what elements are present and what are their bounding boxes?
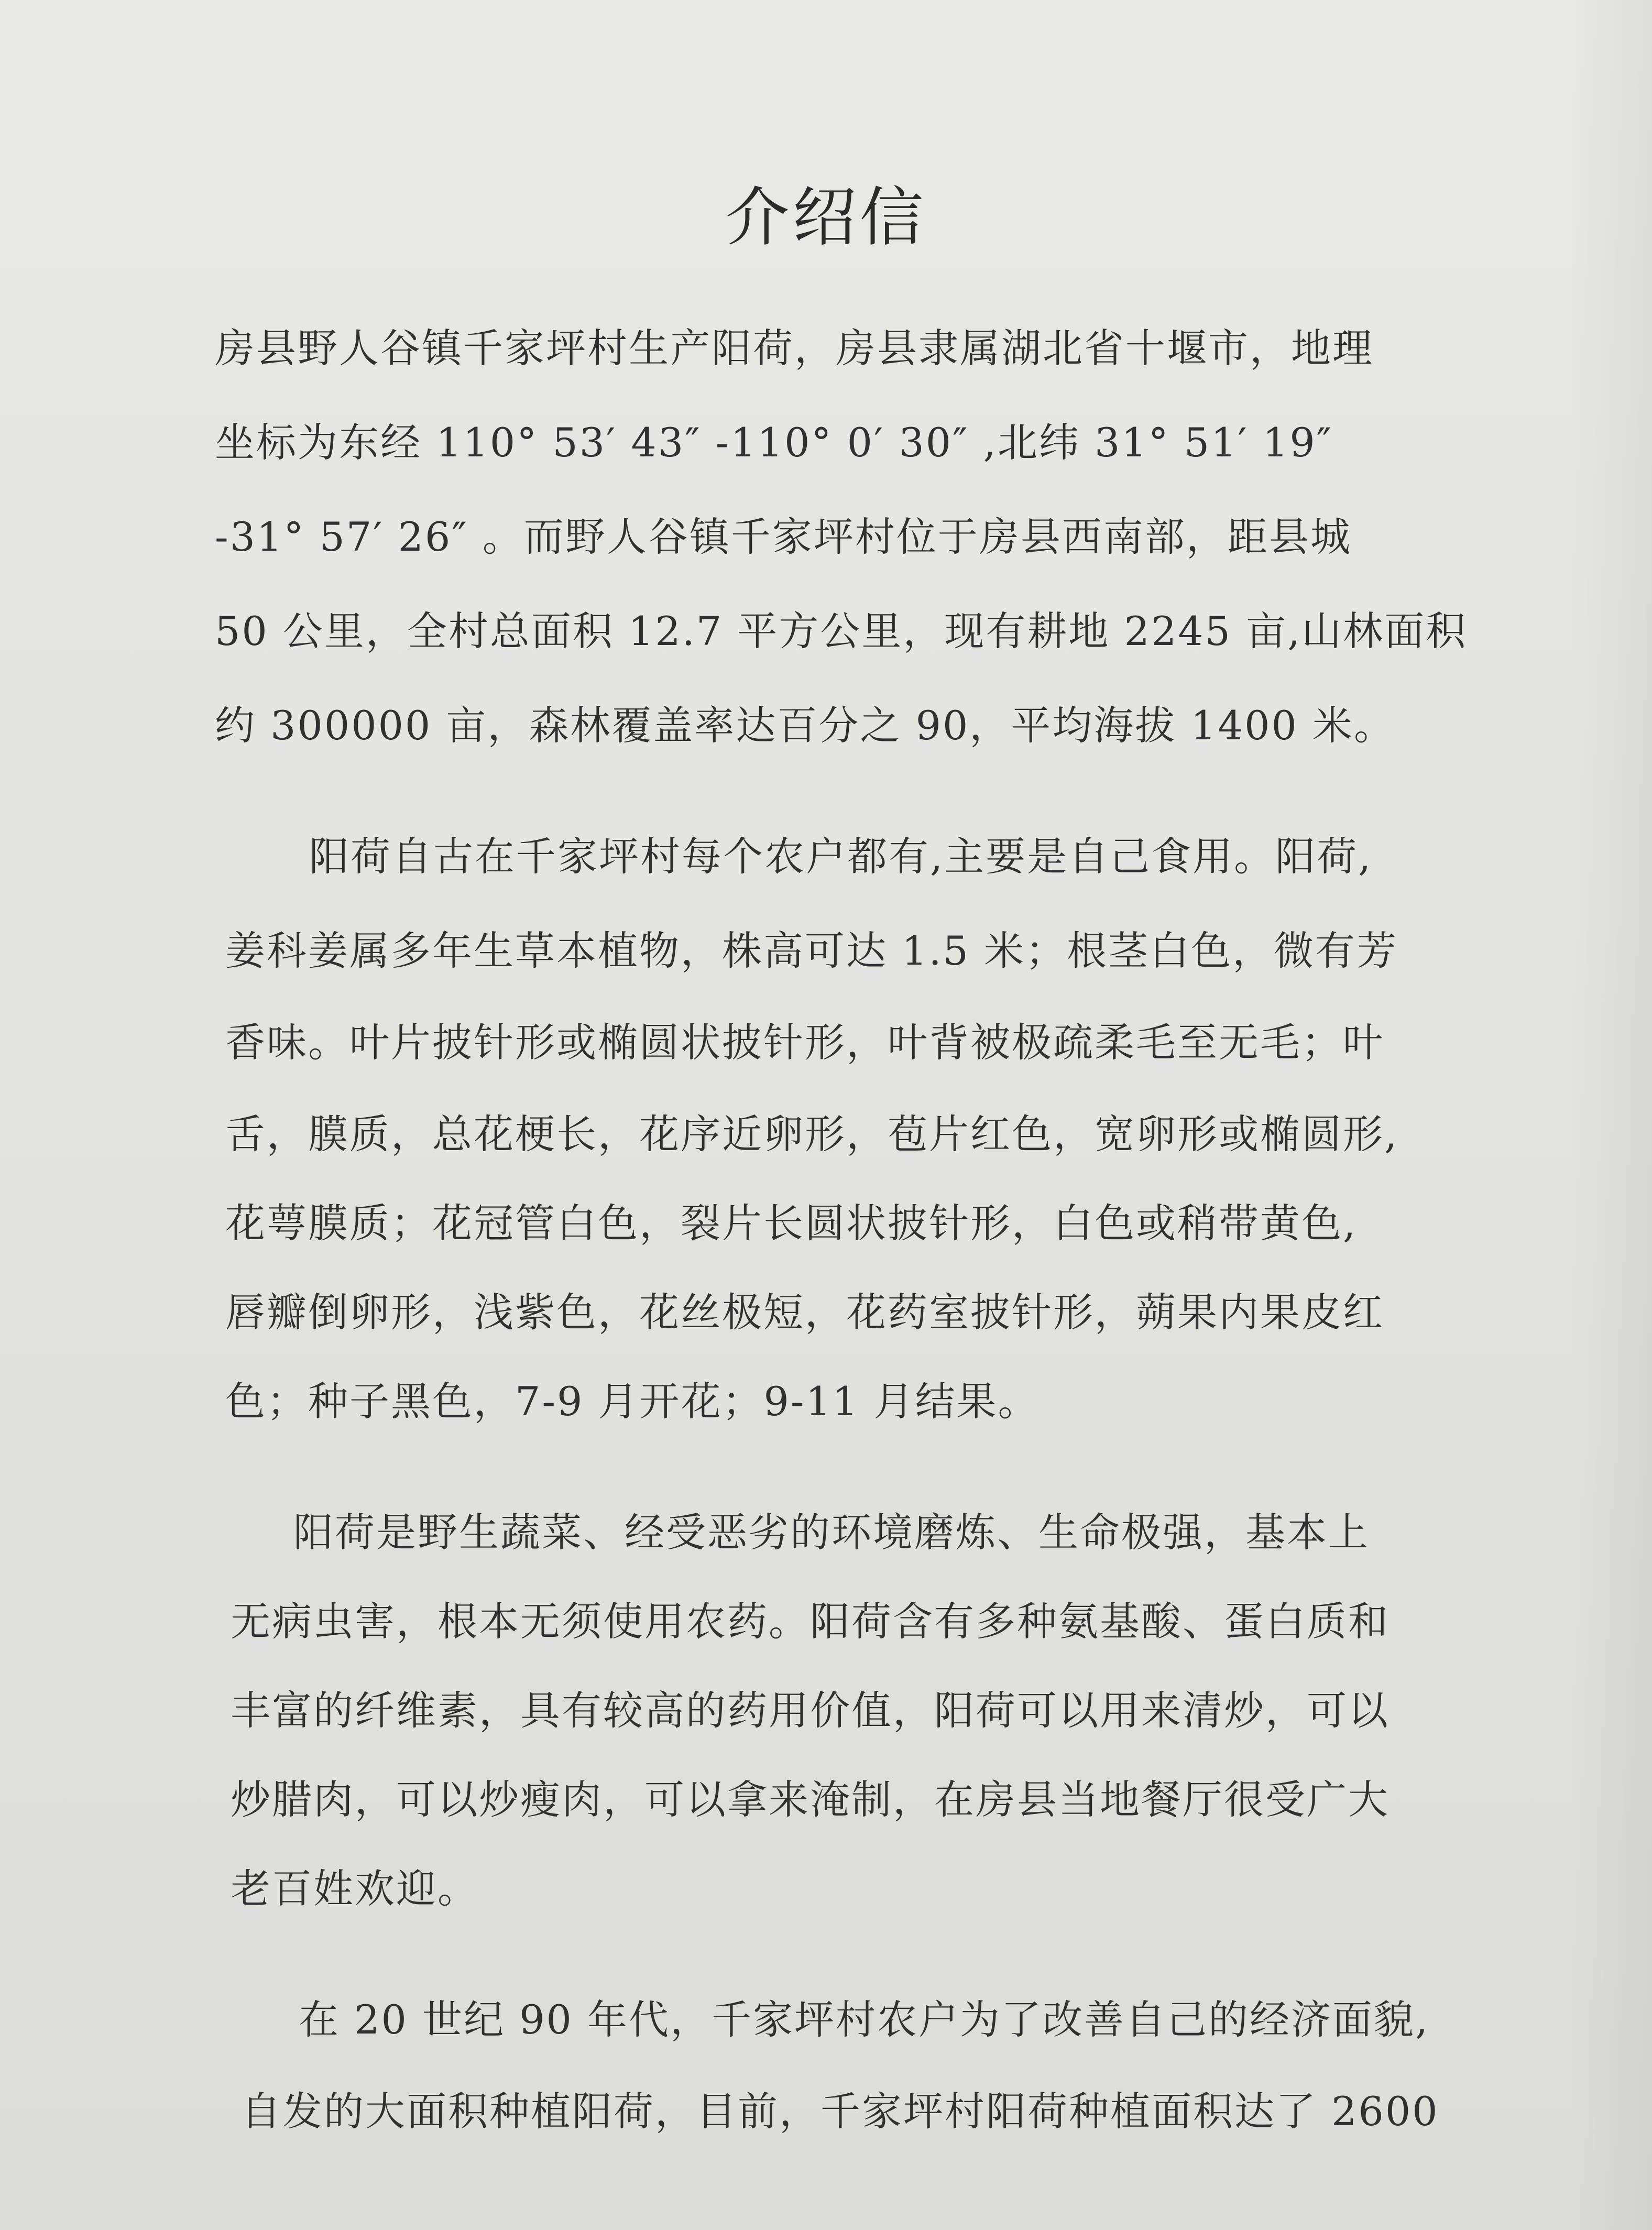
paragraph-3-line-5: 老百姓欢迎。 [231, 1865, 479, 1912]
paragraph-3-line-3: 丰富的纤维素，具有较高的药用价值，阳荷可以用来清炒，可以 [231, 1687, 1390, 1734]
paragraph-1-line-2: 坐标为东经 110° 53′ 43″ -110° 0′ 30″ ,北纬 31° 51′ 19″ [215, 419, 1333, 466]
paragraph-3-line-4: 炒腊肉，可以炒瘦肉，可以拿来淹制，在房县当地餐厅很受广大 [231, 1776, 1390, 1823]
paragraph-3-line-2: 无病虫害，根本无须使用农药。阳荷含有多种氨基酸、蛋白质和 [231, 1598, 1390, 1645]
letter-title: 介绍信 [725, 180, 927, 255]
paragraph-4-line-1: 在 20 世纪 90 年代，千家坪村农户为了改善自己的经济面貌, [299, 1996, 1430, 2043]
paragraph-2-line-4: 舌，膜质，总花梗长，花序近卵形，苞片红色，宽卵形或椭圆形, [225, 1111, 1399, 1157]
paragraph-1-line-5: 约 300000 亩，森林覆盖率达百分之 90，平均海拔 1400 米。 [215, 702, 1396, 749]
paragraph-2-line-6: 唇瓣倒卵形，浅紫色，花丝极短，花药室披针形，蒴果内果皮红 [225, 1289, 1384, 1336]
paragraph-2-line-7: 色；种子黑色，7-9 月开花；9-11 月结果。 [225, 1378, 1040, 1425]
paragraph-4-line-2: 自发的大面积种植阳荷，目前，千家坪村阳荷种植面积达了 2600 [241, 2088, 1439, 2135]
paragraph-2-line-3: 香味。叶片披针形或椭圆状披针形，叶背被极疏柔毛至无毛；叶 [225, 1019, 1384, 1066]
paragraph-2-line-2: 姜科姜属多年生草本植物，株高可达 1.5 米；根茎白色，微有芳 [225, 927, 1398, 974]
page-edge-shadow [1568, 0, 1652, 2230]
paragraph-1-line-3: -31° 57′ 26″ 。而野人谷镇千家坪村位于房县西南部，距县城 [215, 513, 1352, 560]
paragraph-1-line-4: 50 公里，全村总面积 12.7 平方公里，现有耕地 2245 亩,山林面积 [215, 608, 1468, 654]
paragraph-2-line-1: 阳荷自古在千家坪村每个农户都有,主要是自己食用。阳荷, [309, 833, 1373, 880]
paragraph-2-line-5: 花萼膜质；花冠管白色，裂片长圆状披针形，白色或稍带黄色, [225, 1200, 1358, 1247]
paragraph-3-line-1: 阳荷是野生蔬菜、经受恶劣的环境磨炼、生命极强，基本上 [293, 1509, 1370, 1556]
paragraph-1-line-1: 房县野人谷镇千家坪村生产阳荷，房县隶属湖北省十堰市，地理 [215, 325, 1374, 371]
